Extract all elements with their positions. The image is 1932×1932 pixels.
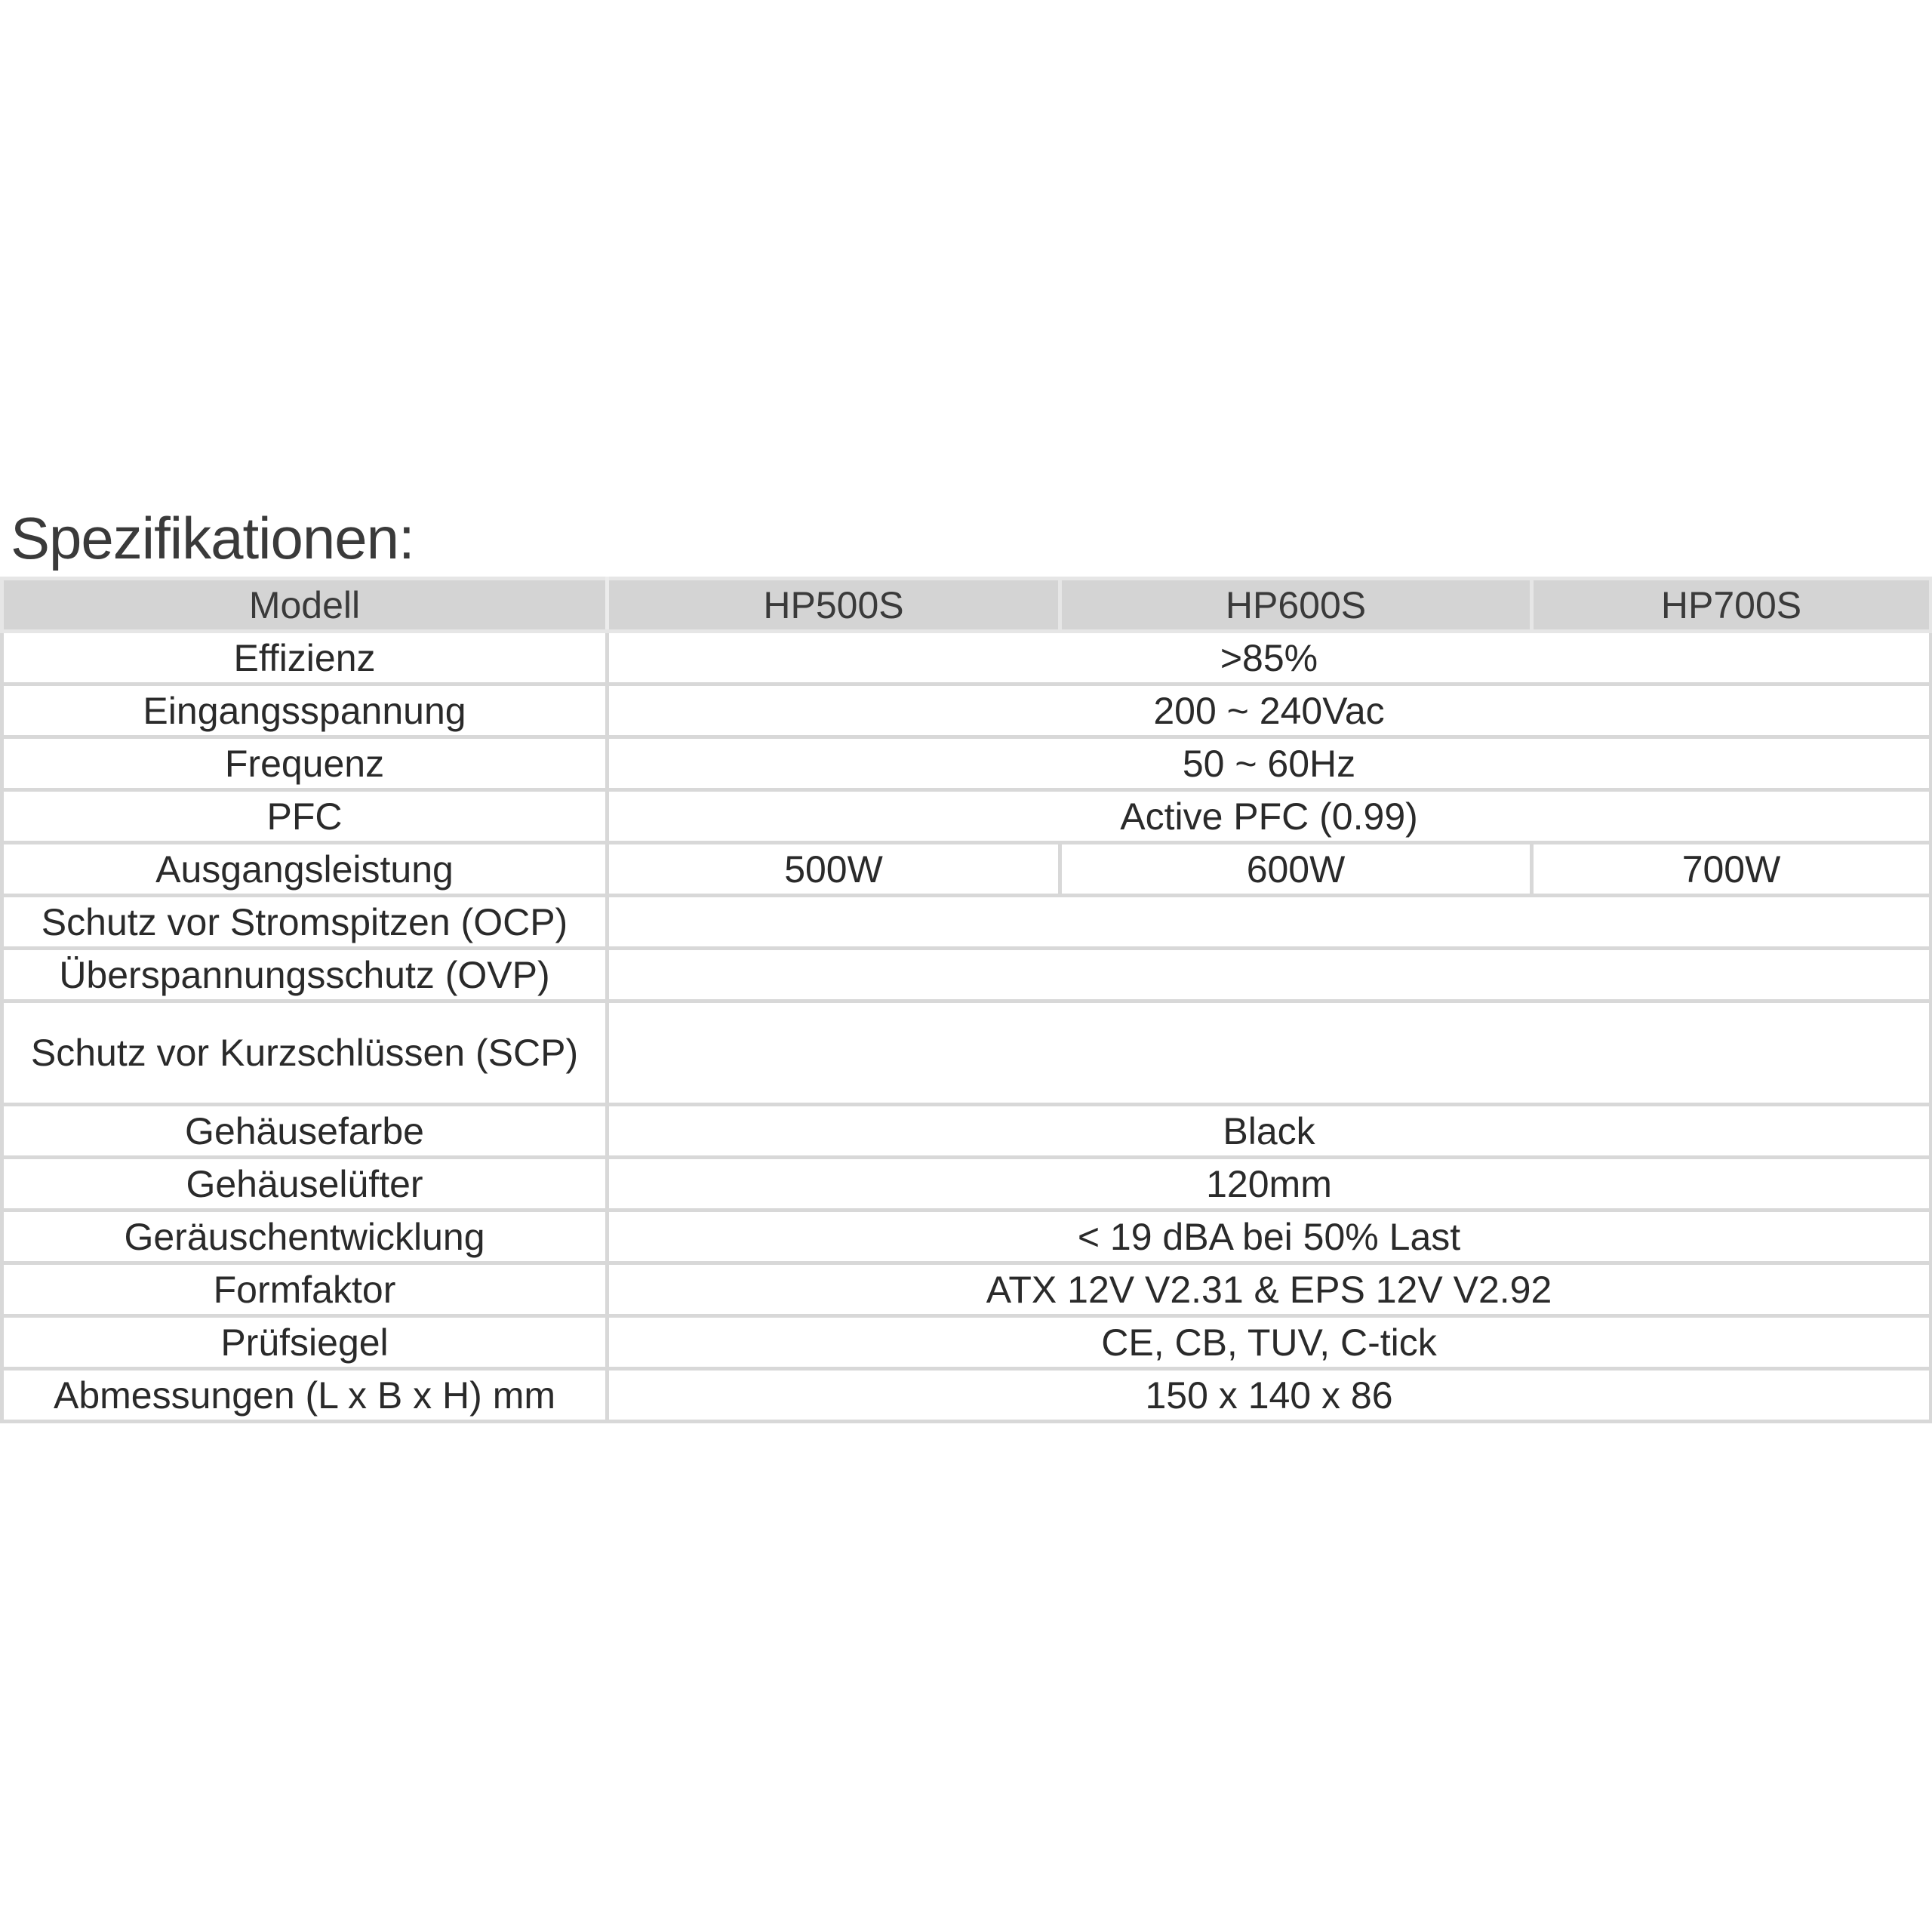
row-label-effizienz: Effizienz bbox=[2, 632, 608, 685]
table-row bbox=[2, 896, 1931, 949]
row-value-pfc: Active PFC (0.99) bbox=[608, 790, 1931, 843]
table-row bbox=[2, 1211, 1931, 1263]
row-label-abmessungen: Abmessungen (L x B x H) mm bbox=[2, 1369, 608, 1422]
page-title: Spezifikationen: bbox=[11, 505, 414, 571]
row-value-geraeusch: < 19 dBA bei 50% Last bbox=[608, 1211, 1931, 1263]
table-row bbox=[2, 737, 1931, 790]
row-value-ovp bbox=[608, 949, 1931, 1001]
row-value-gehaeuseluefter: 120mm bbox=[608, 1158, 1931, 1211]
table-row bbox=[2, 685, 1931, 737]
row-value-pruefsiegel: CE, CB, TUV, C-tick bbox=[608, 1316, 1931, 1369]
row-value-formfaktor: ATX 12V V2.31 & EPS 12V V2.92 bbox=[608, 1263, 1931, 1316]
row-value-ausgangsleistung-hp500s: 500W bbox=[608, 843, 1060, 896]
row-label-gehaeuseluefter: Gehäuselüfter bbox=[2, 1158, 608, 1211]
row-label-eingangsspannung: Eingangsspannung bbox=[2, 685, 608, 737]
table-row bbox=[2, 1263, 1931, 1316]
table-row bbox=[2, 1001, 1931, 1105]
row-value-eingangsspannung: 200 ~ 240Vac bbox=[608, 685, 1931, 737]
row-value-ocp bbox=[608, 896, 1931, 949]
table-row bbox=[2, 632, 1931, 685]
row-label-formfaktor: Formfaktor bbox=[2, 1263, 608, 1316]
row-label-pfc: PFC bbox=[2, 790, 608, 843]
row-value-scp bbox=[608, 1001, 1931, 1105]
row-value-abmessungen: 150 x 140 x 86 bbox=[608, 1369, 1931, 1422]
row-value-frequenz: 50 ~ 60Hz bbox=[608, 737, 1931, 790]
row-label-scp: Schutz vor Kurzschlüssen (SCP) bbox=[2, 1001, 608, 1105]
table-row bbox=[2, 1316, 1931, 1369]
row-label-ocp: Schutz vor Stromspitzen (OCP) bbox=[2, 896, 608, 949]
row-value-effizienz: >85% bbox=[608, 632, 1931, 685]
header-model-hp600s: HP600S bbox=[1060, 579, 1532, 632]
row-value-ausgangsleistung-hp600s: 600W bbox=[1060, 843, 1532, 896]
table-header-row bbox=[2, 579, 1931, 632]
spec-table bbox=[0, 577, 1932, 1423]
header-model-hp500s: HP500S bbox=[608, 579, 1060, 632]
row-label-frequenz: Frequenz bbox=[2, 737, 608, 790]
header-model-hp700s: HP700S bbox=[1532, 579, 1931, 632]
row-label-gehaeusefarbe: Gehäusefarbe bbox=[2, 1105, 608, 1158]
table-row bbox=[2, 843, 1931, 896]
table-row bbox=[2, 1369, 1931, 1422]
header-model-label: Modell bbox=[2, 579, 608, 632]
row-label-ausgangsleistung: Ausgangsleistung bbox=[2, 843, 608, 896]
row-value-ausgangsleistung-hp700s: 700W bbox=[1532, 843, 1931, 896]
table-row bbox=[2, 949, 1931, 1001]
table-row bbox=[2, 1158, 1931, 1211]
table-row bbox=[2, 1105, 1931, 1158]
row-label-geraeusch: Geräuschentwicklung bbox=[2, 1211, 608, 1263]
table-row bbox=[2, 790, 1931, 843]
row-label-pruefsiegel: Prüfsiegel bbox=[2, 1316, 608, 1369]
row-value-gehaeusefarbe: Black bbox=[608, 1105, 1931, 1158]
row-label-ovp: Überspannungsschutz (OVP) bbox=[2, 949, 608, 1001]
